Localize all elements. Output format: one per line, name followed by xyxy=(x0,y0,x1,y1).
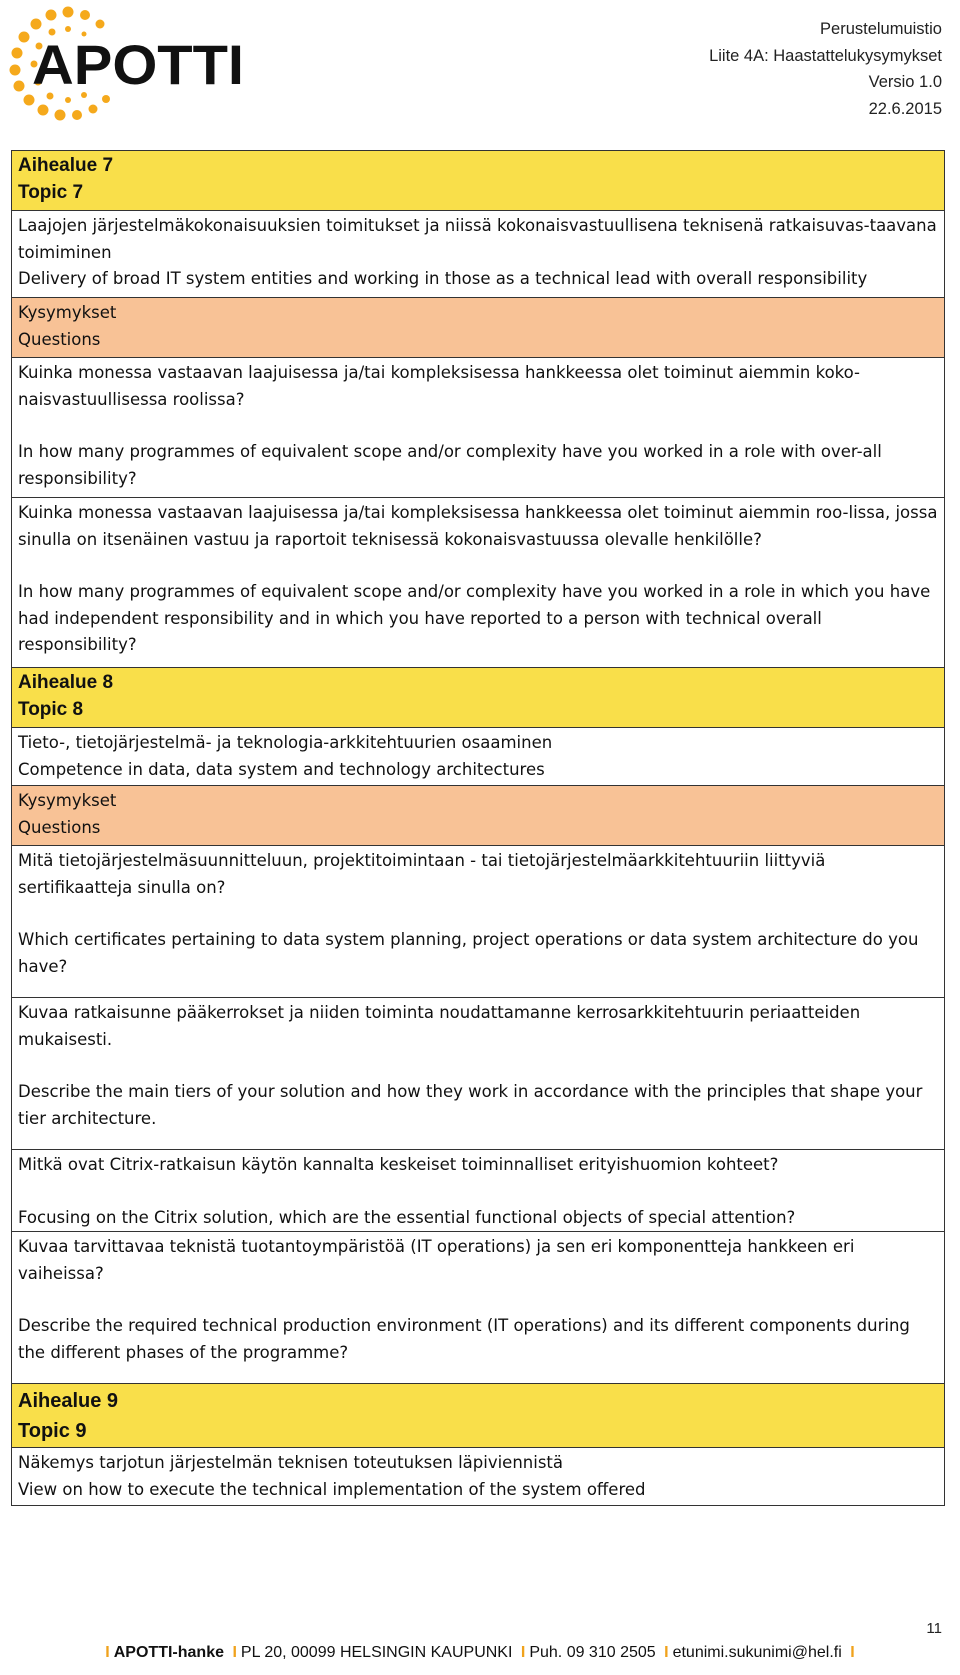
footer-email[interactable]: etunimi.sukunimi@hel.fi xyxy=(672,1644,842,1661)
question-row xyxy=(12,358,944,498)
doc-version: Versio 1.0 xyxy=(868,73,942,91)
topic-7-description xyxy=(12,211,944,298)
doc-date: 22.6.2015 xyxy=(868,99,942,118)
topic-8-description xyxy=(12,728,944,786)
topic-label-fi: Aihealue 7 xyxy=(18,155,114,176)
questions-label-fi: Kysymykset xyxy=(18,791,117,810)
description-fi: Näkemys tarjotun järjestelmän teknisen toteutuksen läpiviennistä xyxy=(18,1453,563,1472)
footer-address: PL 20, 00099 HELSINGIN KAUPUNKI xyxy=(240,1644,513,1661)
question-row xyxy=(12,998,944,1150)
topic-9-header xyxy=(12,1384,944,1448)
description-fi: Tieto-, tietojärjestelmä- ja teknologia-arkkitehtuurien osaaminen xyxy=(18,733,553,752)
document-meta xyxy=(709,16,942,122)
question-fi: Kuinka monessa vastaavan laajuisessa ja/tai kompleksisessa hankkeessa olet toiminut aiemmin roo-lissa, jossa sinulla on itsenäinen vastuu ja raportoit teknisessä kokonaisvastuussa olevalle henkilölle? xyxy=(18,503,938,549)
apotti-logo-graphic xyxy=(8,4,248,122)
question-en: In how many programmes of equivalent scope and/or complexity have you worked in a role with over-all responsibility? xyxy=(18,442,882,488)
footer-phone: Puh. 09 310 2505 xyxy=(529,1644,656,1661)
questions-label-fi: Kysymykset xyxy=(18,303,117,322)
topic-9-description xyxy=(12,1448,944,1506)
topic-label-en: Topic 9 xyxy=(18,1420,87,1442)
topic-label-en: Topic 7 xyxy=(18,181,84,203)
footer-separator: I xyxy=(850,1644,855,1661)
question-row xyxy=(12,1150,944,1232)
question-fi: Kuvaa tarvittavaa teknistä tuotantoympäristöä (IT operations) ja sen eri komponentteja hankkeen eri vaiheissa? xyxy=(18,1237,855,1283)
question-row xyxy=(12,1232,944,1384)
footer-separator: I xyxy=(232,1644,237,1661)
topic-7-questions-header xyxy=(12,298,944,358)
apotti-logo xyxy=(8,4,248,122)
page-footer xyxy=(0,1644,960,1662)
topic-8-header xyxy=(12,668,944,728)
description-en: Delivery of broad IT system entities and working in those as a technical lead with overall responsibility xyxy=(18,269,868,288)
topic-label-en: Topic 8 xyxy=(18,698,84,720)
question-fi: Mitä tietojärjestelmäsuunnitteluun, projektitoimintaan - tai tietojärjestelmäarkkitehtuuriin liittyviä sertifikaatteja sinulla on? xyxy=(18,851,826,897)
footer-separator: I xyxy=(664,1644,669,1661)
question-row xyxy=(12,846,944,998)
topic-7-header xyxy=(12,151,944,211)
topic-label-fi: Aihealue 8 xyxy=(18,672,114,693)
question-fi: Kuinka monessa vastaavan laajuisessa ja/tai kompleksisessa hankkeessa olet toiminut aiemmin koko-naisvastuullisessa roolissa? xyxy=(18,363,860,409)
footer-separator: I xyxy=(105,1644,110,1661)
doc-title: Perustelumuistio xyxy=(820,20,942,38)
footer-project: APOTTI-hanke xyxy=(113,1644,224,1661)
topic-label-fi: Aihealue 9 xyxy=(18,1390,119,1412)
description-en: Competence in data, data system and technology architectures xyxy=(18,759,545,779)
question-en: Which certificates pertaining to data system planning, project operations or data system architecture do you have? xyxy=(18,930,919,976)
topic-8-questions-header xyxy=(12,786,944,846)
questions-label-en: Questions xyxy=(18,817,101,837)
question-en: Focusing on the Citrix solution, which are the essential functional objects of special attention? xyxy=(18,1207,796,1227)
question-en: In how many programmes of equivalent scope and/or complexity have you worked in a role in which you have had independent responsibility and in which you have reported to a person with technical overall responsibility? xyxy=(18,582,931,654)
description-en: View on how to execute the technical implementation of the system offered xyxy=(18,1479,646,1499)
footer-separator: I xyxy=(520,1644,526,1661)
question-en: Describe the main tiers of your solution and how they work in accordance with the principles that shape your tier architecture. xyxy=(18,1082,923,1128)
doc-attachment: Liite 4A: Haastattelukysymykset xyxy=(709,46,942,65)
logo-wordmark: APOTTI xyxy=(32,33,244,96)
question-fi: Mitkä ovat Citrix-ratkaisun käytön kannalta keskeiset toiminnalliset erityishuomion kohteet? xyxy=(18,1155,779,1174)
question-fi: Kuvaa ratkaisunne pääkerrokset ja niiden toiminta noudattamanne kerrosarkkitehtuurin periaatteiden mukaisesti. xyxy=(18,1003,861,1049)
interview-questions-table xyxy=(11,150,945,1506)
description-fi: Laajojen järjestelmäkokonaisuuksien toimitukset ja niissä kokonaisvastuullisena teknisenä ratkaisuvas-taavana toimiminen xyxy=(18,216,937,262)
questions-label-en: Questions xyxy=(18,329,101,349)
question-row xyxy=(12,498,944,668)
question-en: Describe the required technical production environment (IT operations) and its different components during the different phases of the programme? xyxy=(18,1316,910,1362)
page-number: 11 xyxy=(926,1620,942,1637)
